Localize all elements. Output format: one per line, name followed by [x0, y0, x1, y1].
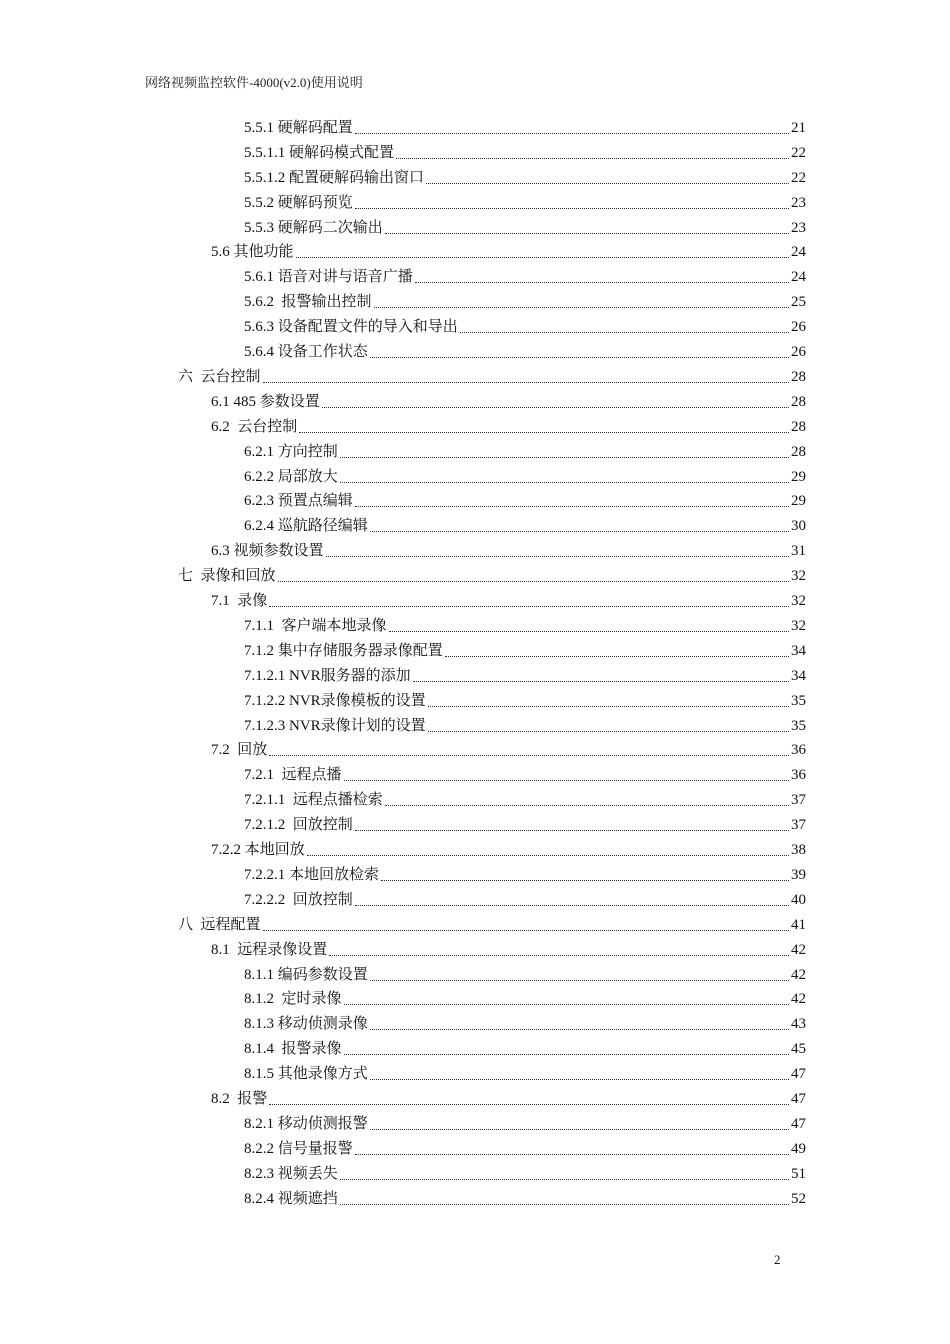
- toc-entry-title: 7.1.2 集中存储服务器录像配置: [244, 642, 443, 659]
- toc-dot-leader: [355, 830, 789, 831]
- toc-dot-leader: [428, 706, 789, 707]
- toc-entry[interactable]: [178, 564, 806, 589]
- toc-entry-page: 26: [791, 319, 806, 336]
- toc-entry[interactable]: [244, 988, 806, 1013]
- toc-entry-title: 6.2.2 局部放大: [244, 468, 338, 485]
- toc-entry[interactable]: [244, 863, 806, 888]
- toc-dot-leader: [370, 980, 789, 981]
- toc-entry[interactable]: [211, 415, 806, 440]
- toc-dot-leader: [322, 407, 789, 408]
- toc-dot-leader: [381, 880, 789, 881]
- toc-entry-page: 47: [791, 1066, 806, 1083]
- toc-entry-title: 7.2.2 本地回放: [211, 842, 305, 859]
- toc-entry-title: 6.2.4 巡航路径编辑: [244, 518, 368, 535]
- toc-entry[interactable]: [244, 689, 806, 714]
- toc-entry-title: 5.5.2 硬解码预览: [244, 194, 353, 211]
- toc-entry[interactable]: [211, 938, 806, 963]
- toc-entry[interactable]: [211, 539, 806, 564]
- toc-entry-page: 26: [791, 344, 806, 361]
- toc-entry-page: 45: [791, 1041, 806, 1058]
- toc-entry-page: 29: [791, 493, 806, 510]
- toc-entry[interactable]: [244, 1112, 806, 1137]
- toc-dot-leader: [415, 282, 789, 283]
- toc-dot-leader: [307, 855, 789, 856]
- toc-entry-page: 28: [791, 418, 806, 435]
- toc-entry-title: 8.2.4 视频遮挡: [244, 1190, 338, 1207]
- toc-entry-page: 41: [791, 916, 806, 933]
- toc-entry-title: 七 录像和回放: [178, 568, 276, 585]
- toc-entry[interactable]: [211, 390, 806, 415]
- toc-entry-page: 30: [791, 518, 806, 535]
- toc-entry[interactable]: [244, 614, 806, 639]
- toc-entry-title: 7.2.1 远程点播: [244, 767, 342, 784]
- toc-entry-title: 5.6.2 报警输出控制: [244, 294, 372, 311]
- toc-entry[interactable]: [244, 116, 806, 141]
- toc-entry-title: 7.2.1.2 回放控制: [244, 817, 353, 834]
- toc-entry[interactable]: [244, 514, 806, 539]
- toc-entry-page: 42: [791, 966, 806, 983]
- toc-entry-page: 51: [791, 1165, 806, 1182]
- toc-entry-page: 32: [791, 617, 806, 634]
- toc-dot-leader: [370, 531, 789, 532]
- toc-entry-page: 35: [791, 717, 806, 734]
- toc-entry-page: 47: [791, 1115, 806, 1132]
- toc-entry-title: 7.2.2.1 本地回放检索: [244, 866, 380, 883]
- toc-entry-title: 8.1.2 定时录像: [244, 991, 342, 1008]
- toc-entry[interactable]: [244, 141, 806, 166]
- toc-entry-title: 6.2.3 预置点编辑: [244, 493, 353, 510]
- toc-entry-page: 32: [791, 593, 806, 610]
- toc-entry-title: 7.1.1 客户端本地录像: [244, 617, 387, 634]
- toc-dot-leader: [299, 432, 789, 433]
- toc-entry-page: 35: [791, 692, 806, 709]
- toc-entry-page: 24: [791, 244, 806, 261]
- toc-entry-title: 5.5.1.1 硬解码模式配置: [244, 144, 395, 161]
- toc-dot-leader: [344, 780, 789, 781]
- toc-entry[interactable]: [244, 1137, 806, 1162]
- toc-entry-page: 52: [791, 1190, 806, 1207]
- toc-entry[interactable]: [244, 813, 806, 838]
- toc-entry-title: 5.6.4 设备工作状态: [244, 344, 368, 361]
- toc-entry[interactable]: [211, 241, 806, 266]
- toc-dot-leader: [340, 482, 789, 483]
- toc-dot-leader: [269, 606, 789, 607]
- toc-entry-page: 32: [791, 568, 806, 585]
- toc-entry-title: 8.1.1 编码参数设置: [244, 966, 368, 983]
- toc-entry[interactable]: [244, 1162, 806, 1187]
- toc-entry-title: 7.1.2.3 NVR录像计划的设置: [244, 717, 426, 734]
- toc-entry-title: 8.2.2 信号量报警: [244, 1140, 353, 1157]
- page-number: 2: [774, 1252, 781, 1267]
- toc-dot-leader: [445, 656, 789, 657]
- toc-dot-leader: [355, 1154, 789, 1155]
- toc-entry[interactable]: [244, 166, 806, 191]
- toc-dot-leader: [269, 755, 789, 756]
- toc-entry-title: 6.2.1 方向控制: [244, 443, 338, 460]
- toc-entry[interactable]: [244, 714, 806, 739]
- toc-dot-leader: [355, 208, 789, 209]
- toc-entry-title: 5.6.3 设备配置文件的导入和导出: [244, 319, 458, 336]
- toc-dot-leader: [269, 1104, 789, 1105]
- toc-entry-page: 37: [791, 792, 806, 809]
- toc-entry-page: 34: [791, 642, 806, 659]
- toc-dot-leader: [296, 257, 789, 258]
- toc-dot-leader: [370, 1079, 789, 1080]
- toc-entry-page: 28: [791, 443, 806, 460]
- toc-entry[interactable]: [244, 216, 806, 241]
- toc-entry-page: 39: [791, 866, 806, 883]
- toc-entry-title: 八 远程配置: [178, 916, 261, 933]
- toc-entry-page: 28: [791, 393, 806, 410]
- toc-dot-leader: [340, 1204, 789, 1205]
- toc-entry-title: 7.1.2.1 NVR服务器的添加: [244, 667, 411, 684]
- toc-entry-title: 7.1.2.2 NVR录像模板的设置: [244, 692, 426, 709]
- toc-entry[interactable]: [244, 1012, 806, 1037]
- toc-entry[interactable]: [244, 465, 806, 490]
- toc-entry-title: 7.2 回放: [211, 742, 268, 759]
- toc-entry-page: 23: [791, 194, 806, 211]
- toc-dot-leader: [355, 133, 789, 134]
- toc-entry[interactable]: [244, 763, 806, 788]
- toc-dot-leader: [413, 681, 789, 682]
- toc-entry-title: 7.1 录像: [211, 593, 268, 610]
- toc-entry-title: 7.2.2.2 回放控制: [244, 891, 353, 908]
- toc-dot-leader: [389, 631, 789, 632]
- toc-dot-leader: [263, 382, 789, 383]
- toc-entry-page: 37: [791, 817, 806, 834]
- toc-entry[interactable]: [244, 664, 806, 689]
- toc-entry-title: 六 云台控制: [178, 368, 261, 385]
- toc-entry-title: 6.2 云台控制: [211, 418, 298, 435]
- toc-entry[interactable]: [211, 838, 806, 863]
- toc-dot-leader: [355, 506, 789, 507]
- toc-dot-leader: [460, 332, 789, 333]
- toc-entry-page: 36: [791, 742, 806, 759]
- toc-dot-leader: [355, 905, 789, 906]
- toc-dot-leader: [278, 581, 789, 582]
- toc-dot-leader: [326, 556, 789, 557]
- toc-entry-title: 8.2.1 移动侦测报警: [244, 1115, 368, 1132]
- toc-entry[interactable]: [244, 1062, 806, 1087]
- toc-dot-leader: [374, 307, 789, 308]
- toc-entry[interactable]: [244, 315, 806, 340]
- toc-entry[interactable]: [211, 1087, 806, 1112]
- toc-entry[interactable]: [244, 191, 806, 216]
- toc-entry[interactable]: [244, 440, 806, 465]
- toc-entry[interactable]: [244, 1037, 806, 1062]
- toc-entry-page: 36: [791, 767, 806, 784]
- toc-entry[interactable]: [244, 1187, 806, 1212]
- toc-entry[interactable]: [244, 888, 806, 913]
- toc-entry-page: 21: [791, 119, 806, 136]
- toc-entry-page: 29: [791, 468, 806, 485]
- toc-entry-page: 47: [791, 1091, 806, 1108]
- toc-dot-leader: [370, 1029, 789, 1030]
- toc-entry-page: 40: [791, 891, 806, 908]
- toc-dot-leader: [340, 457, 789, 458]
- toc-entry-title: 5.5.1 硬解码配置: [244, 119, 353, 136]
- toc-dot-leader: [396, 158, 789, 159]
- toc-entry-page: 24: [791, 269, 806, 286]
- toc-dot-leader: [370, 1129, 789, 1130]
- page-header: 网络视频监控软件-4000(v2.0)使用说明: [145, 75, 363, 90]
- toc-entry-title: 5.6.1 语音对讲与语音广播: [244, 269, 413, 286]
- toc-entry[interactable]: [244, 265, 806, 290]
- toc-entry[interactable]: [244, 290, 806, 315]
- toc-entry[interactable]: [244, 340, 806, 365]
- toc-entry-page: 42: [791, 991, 806, 1008]
- toc-dot-leader: [370, 357, 789, 358]
- toc-entry[interactable]: [178, 913, 806, 938]
- toc-entry-page: 28: [791, 368, 806, 385]
- toc-dot-leader: [340, 1179, 789, 1180]
- toc-entry-page: 25: [791, 294, 806, 311]
- toc-entry[interactable]: [244, 963, 806, 988]
- toc-entry-title: 8.2 报警: [211, 1091, 268, 1108]
- toc-dot-leader: [385, 233, 789, 234]
- toc-dot-leader: [428, 731, 789, 732]
- toc-entry-page: 31: [791, 543, 806, 560]
- toc-entry-page: 42: [791, 941, 806, 958]
- toc-entry[interactable]: [178, 365, 806, 390]
- toc-entry[interactable]: [244, 490, 806, 515]
- toc-entry-title: 8.1.4 报警录像: [244, 1041, 342, 1058]
- toc-entry-title: 5.6 其他功能: [211, 244, 294, 261]
- toc-entry[interactable]: [244, 639, 806, 664]
- toc-entry-page: 22: [791, 169, 806, 186]
- toc-entry[interactable]: [211, 739, 806, 764]
- toc-entry[interactable]: [244, 788, 806, 813]
- toc-entry-page: 43: [791, 1016, 806, 1033]
- toc-entry-title: 5.5.3 硬解码二次输出: [244, 219, 383, 236]
- toc-entry-title: 5.5.1.2 配置硬解码输出窗口: [244, 169, 425, 186]
- toc-entry-title: 7.2.1.1 远程点播检索: [244, 792, 383, 809]
- toc-entry-title: 8.1 远程录像设置: [211, 941, 328, 958]
- toc-dot-leader: [329, 955, 789, 956]
- toc-entry-page: 49: [791, 1140, 806, 1157]
- toc-dot-leader: [344, 1054, 789, 1055]
- toc-entry-page: 38: [791, 842, 806, 859]
- toc-entry-title: 8.1.5 其他录像方式: [244, 1066, 368, 1083]
- toc-dot-leader: [344, 1004, 789, 1005]
- toc-entry-page: 34: [791, 667, 806, 684]
- toc-dot-leader: [426, 183, 789, 184]
- toc-entry-title: 6.1 485 参数设置: [211, 393, 320, 410]
- toc-entry-title: 8.1.3 移动侦测录像: [244, 1016, 368, 1033]
- toc-entry-title: 6.3 视频参数设置: [211, 543, 324, 560]
- toc-dot-leader: [385, 805, 789, 806]
- toc-entry[interactable]: [211, 589, 806, 614]
- toc-dot-leader: [263, 930, 789, 931]
- toc-entry-title: 8.2.3 视频丢失: [244, 1165, 338, 1182]
- toc-entry-page: 23: [791, 219, 806, 236]
- toc-entry-page: 22: [791, 144, 806, 161]
